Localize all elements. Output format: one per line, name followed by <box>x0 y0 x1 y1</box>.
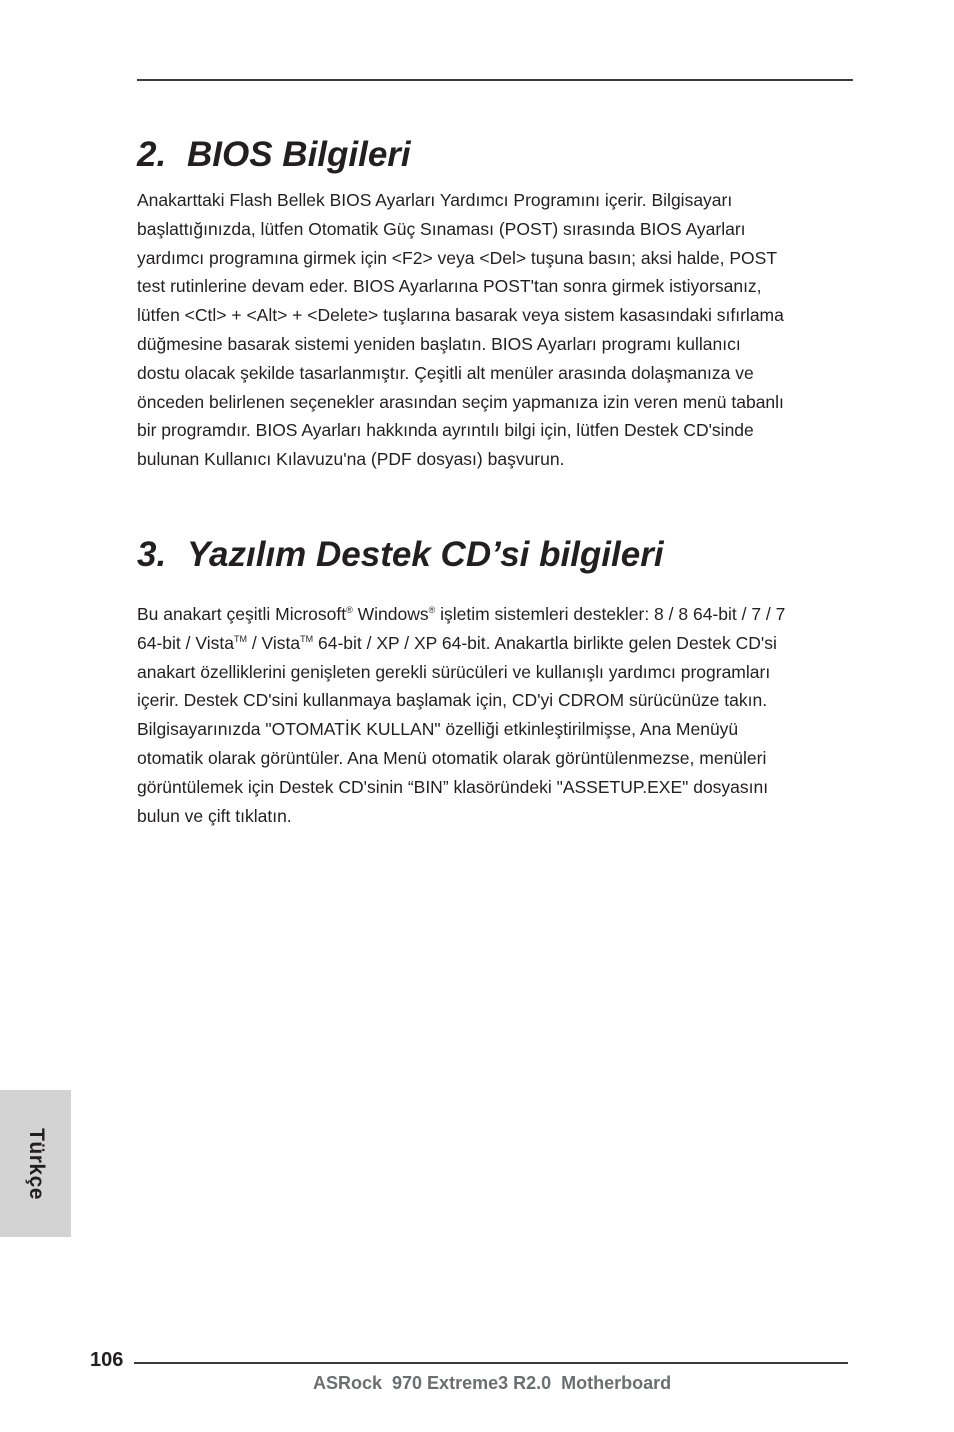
bios-text-line: yardımcı programına girmek için <F2> veya <Del> tuşuna basın; aksi halde, POST <box>137 247 778 268</box>
cd-section-title-text: Yazılım Destek CD’si bilgileri <box>187 535 664 574</box>
registered-mark: ® <box>428 605 436 615</box>
cd-text-line: görüntülemek için Destek CD'sinin “BIN” klasöründeki "ASSETUP.EXE" dosyasını <box>137 776 769 797</box>
cd-text-line: anakart özelliklerini genişleten gerekli sürücüleri ve kullanışlı yardımcı programları <box>137 661 771 682</box>
bios-text-line: bulunan Kullanıcı Kılavuzu'na (PDF dosyası) başvurun. <box>137 449 565 470</box>
cd-text-line: Bilgisayarınızda "OTOMATİK KULLAN" özelliği etkinleştirilmişse, Ana Menüyü <box>137 719 739 740</box>
trademark-mark: TM <box>300 633 314 644</box>
cd-text-line: içerir. Destek CD'sini kullanmaya başlamak için, CD'yi CDROM sürücünüze takın. <box>137 690 768 711</box>
cd-paragraph <box>137 600 857 830</box>
bios-text-line: bir programdır. BIOS Ayarları hakkında ayrıntılı bilgi için, lütfen Destek CD'sinde <box>137 420 754 441</box>
cd-line1-part-a: Bu anakart çeşitli Microsoft <box>137 604 347 624</box>
cd-text-line <box>137 629 857 658</box>
page-number: 106 <box>90 1349 124 1371</box>
bios-text-line: başlattığınızda, lütfen Otomatik Güç Sınaması (POST) sırasında BIOS Ayarları <box>137 218 746 239</box>
cd-line2-part-a: 64-bit / Vista <box>137 632 234 653</box>
bios-text-line: lütfen <Ctl> + <Alt> + <Delete> tuşlarına basarak veya sistem kasasındaki sıfırlama <box>137 305 784 326</box>
bios-text-line: test rutinlerine devam eder. BIOS Ayarlarına POST'tan sonra girmek istiyorsanız, <box>137 276 762 297</box>
bios-text-line: dostu olacak şekilde tasarlanmıştır. Çeşitli alt menüler arasında dolaşmanıza ve <box>137 362 754 383</box>
cd-line2-part-b: / Vista <box>246 632 301 653</box>
bios-section-title <box>137 135 411 175</box>
cd-text-line <box>137 600 857 629</box>
language-tab-label: Türkçe <box>24 1127 48 1200</box>
cd-section-title <box>137 535 664 575</box>
bios-section-title-text: BIOS Bilgileri <box>187 135 411 174</box>
cd-line1-part-b: Windows <box>352 604 429 624</box>
bios-text-line: düğmesine basarak sistemi yeniden başlatın. BIOS Ayarları programı kullanıcı <box>137 333 741 354</box>
footer-rule <box>134 1362 848 1364</box>
cd-line1-part-c: işletim sistemleri destekler: 8 / 8 64-bit / 7 / 7 <box>435 604 786 624</box>
trademark-mark: TM <box>233 633 247 644</box>
bios-text-line: önceden belirlenen seçenekler arasından seçim yapmanıza izin veren menü tabanlı <box>137 391 784 412</box>
registered-mark: ® <box>346 605 353 615</box>
bios-paragraph <box>137 186 857 474</box>
cd-section-number: 3. <box>137 535 167 574</box>
cd-text-line: bulun ve çift tıklatın. <box>137 805 292 826</box>
language-side-tab <box>0 1090 71 1237</box>
header-rule <box>137 79 853 81</box>
cd-text-line: otomatik olarak görüntüler. Ana Menü otomatik olarak görüntülenmezse, menüleri <box>137 747 767 768</box>
footer-product-name: ASRock 970 Extreme3 R2.0 Motherboard <box>313 1373 672 1393</box>
bios-text-line: Anakarttaki Flash Bellek BIOS Ayarları Yardımcı Programını içerir. Bilgisayarı <box>137 190 733 210</box>
bios-section-number: 2. <box>137 135 167 174</box>
cd-line2-part-c: 64-bit / XP / XP 64-bit. Anakartla birlikte gelen Destek CD'si <box>313 632 777 653</box>
